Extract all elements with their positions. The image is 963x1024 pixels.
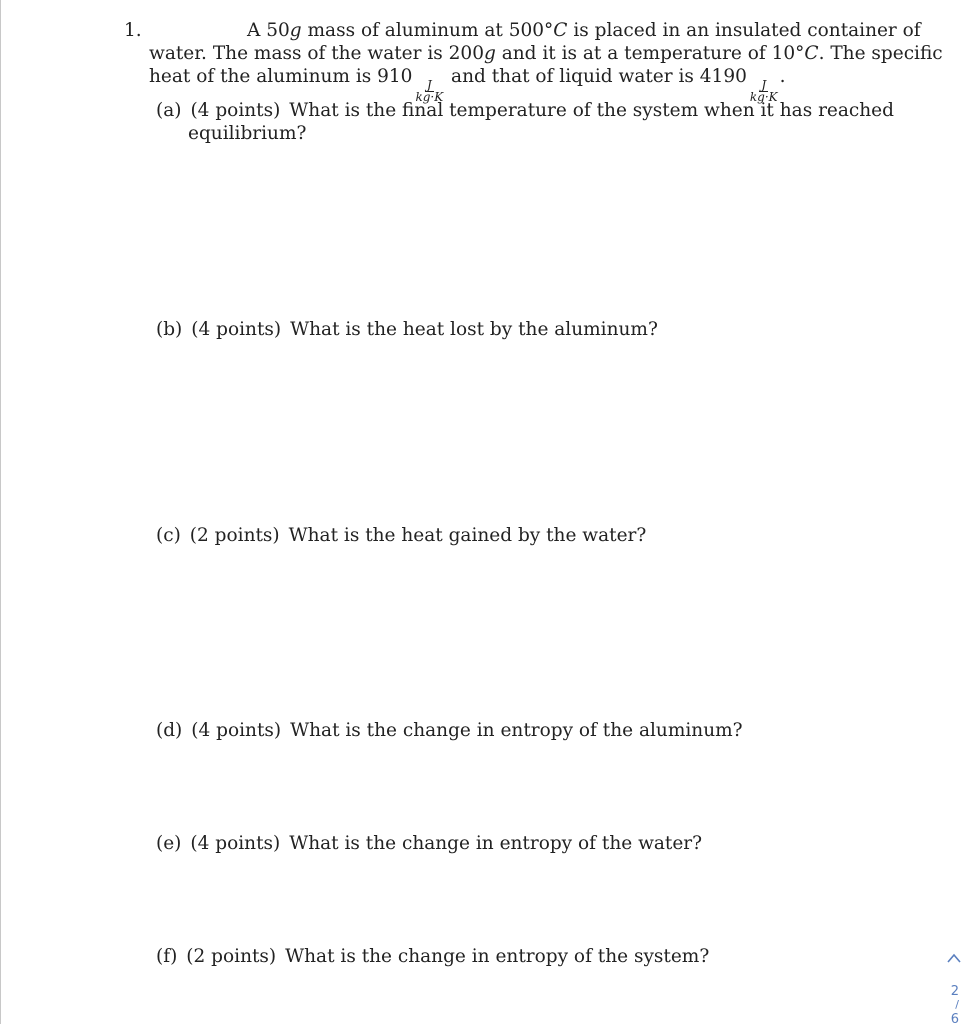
part-e [156,833,702,854]
problem-intro-line-2: water. The mass of the water is 200g and it is at a temperature of 10°C. The specific [149,43,943,64]
part-points: (2 points) [186,946,277,967]
part-question: What is the change in entropy of the water? [289,833,703,854]
problem-intro-line-3: heat of the aluminum is 910 $\frac{J}{kg\cdot K}$ and that of liquid water is 4190 $\frac{J}{kg\cdot K}$ . [149,66,786,104]
part-c [156,525,646,546]
part-question: What is the final temperature of the system when it has reached [289,100,894,121]
part-points: (4 points) [191,720,282,741]
part-points: (4 points) [190,100,281,121]
part-question: What is the change in entropy of the aluminum? [290,720,743,741]
chevron-up-icon[interactable] [947,948,961,967]
part-label: (d) [156,720,183,741]
part-label: (e) [156,833,182,854]
part-question: What is the change in entropy of the system? [285,946,710,967]
part-question: What is the heat gained by the water? [288,525,647,546]
unit-fraction-aluminum: $\frac{J}{kg\cdot K}$ [415,78,444,104]
problem-number: 1. [124,20,142,41]
unit-fraction-water: $\frac{J}{kg\cdot K}$ [749,78,778,104]
part-points: (4 points) [191,319,282,340]
page-indicator-current: 2 [950,984,959,999]
part-b [156,319,658,340]
part-points: (4 points) [190,833,281,854]
part-points: (2 points) [189,525,280,546]
part-label: (b) [156,319,183,340]
page-indicator-separator: / [955,998,959,1011]
part-label: (a) [156,100,182,121]
part-d [156,720,743,741]
part-a-continuation: equilibrium? [188,123,307,144]
part-f [156,946,709,967]
part-a [156,100,894,121]
problem-intro-line-1: A 50g mass of aluminum at 500°C is placed in an insulated container of [247,20,921,41]
page-indicator-total: 6 [950,1012,959,1024]
part-question: What is the heat lost by the aluminum? [290,319,658,340]
part-label: (f) [156,946,178,967]
part-label: (c) [156,525,181,546]
